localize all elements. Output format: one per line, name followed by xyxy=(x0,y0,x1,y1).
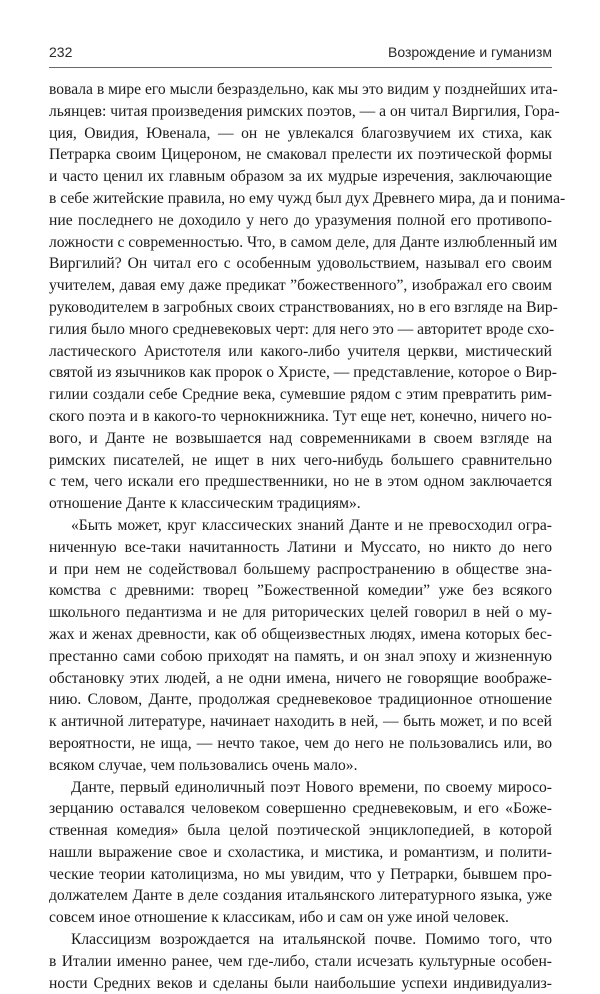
text-line: и часто ценил их главным образом за их мудрые изречения, заключающие xyxy=(49,168,552,186)
text-line: льянцев: читая произведения римских поэтов, — а он читал Виргилия, Гора- xyxy=(49,102,560,120)
text-line: в себе житейские правила, но ему чужд был дух Древнего мира, да и понима- xyxy=(49,189,566,207)
text-line: комства с древними: творец ”Божественной комедии” уже без всякого xyxy=(49,582,552,600)
text-line: гилия было много средневековых черт: для него это — авторитет вроде схо- xyxy=(49,320,555,338)
paragraph xyxy=(49,515,552,777)
text-line: ложности с современностью. Что, в самом деле, для Данте излюбленный им xyxy=(49,233,558,251)
text-line: Классицизм возрождается на итальянской почве. Помимо того, что xyxy=(71,931,552,949)
text-line: ластического Аристотеля или какого-либо учителя церкви, мистический xyxy=(49,342,552,360)
text-line: совсем иное отношение к классикам, ибо и сам он уже иной человек. xyxy=(49,909,509,927)
text-line: в Италии именно ранее, чем где-либо, стали исчезать культурные особен- xyxy=(49,952,552,970)
text-line: вого, и Данте не возвышается над современниками в своем взгляде на xyxy=(49,429,552,447)
section-title: Возрождение и гуманизм xyxy=(387,44,552,60)
paragraph xyxy=(49,777,552,930)
text-line: ниченную все-таки начитанность Латини и Муссато, но никто до него xyxy=(49,538,552,556)
text-line: гилии создали себе Средние века, сумевшие рядом с этим превратить рим- xyxy=(49,386,552,404)
text-line: нию. Словом, Данте, продолжая средневековое традиционное отношение xyxy=(49,691,552,709)
body-text xyxy=(49,79,566,994)
text-line: ческие теории католицизма, но мы увидим, что у Петрарки, бывшем про- xyxy=(49,865,552,883)
text-line: и при нем не содействовал большему распространению в обществе зна- xyxy=(49,560,552,578)
text-line: ственная комедия» была целой поэтической энциклопедией, в которой xyxy=(49,822,552,840)
text-line: должателем Данте в деле создания итальянского литературного языка, уже xyxy=(49,887,552,905)
text-line: руководителем в загробных своих странствованиях, но в его взгляде на Вир- xyxy=(49,298,558,316)
text-line: Данте, первый единоличный поэт Нового времени, по своему миросо- xyxy=(71,778,552,796)
paragraph xyxy=(49,929,552,994)
text-line: нашли выражение свое и схоластика, и мистика, и романтизм, и полити- xyxy=(49,843,552,861)
text-line: святой из язычников как пророк о Христе, — представление, которое о Вир- xyxy=(49,364,557,382)
text-line: вероятности, не ища, — нечто такое, чем до него не пользовались или, во xyxy=(49,734,552,752)
text-line: римских писателей, не ищет в них чего-нибудь большего сравнительно xyxy=(49,451,552,469)
text-line: отношение Данте к классическим традициям». xyxy=(49,495,361,513)
text-line: зерцанию оставался человеком совершенно средневековым, и его «Боже- xyxy=(49,800,552,818)
paragraph xyxy=(49,79,566,515)
text-line: ние последнего не доходило у него до уразумения полной его противопо- xyxy=(49,211,552,229)
running-header xyxy=(49,44,552,66)
text-line: к античной литературе, начинает находить в ней, — быть может, и по всей xyxy=(49,713,552,731)
header-divider xyxy=(49,67,552,68)
text-line: ского поэта и в какого-то чернокнижника. Тут еще нет, конечно, ничего но- xyxy=(49,407,552,425)
text-line: жах и женах древности, как об общеизвестных людях, имена которых бес- xyxy=(49,625,552,643)
text-line: всяком случае, чем пользовались очень мало». xyxy=(49,756,358,774)
text-line: школьного педантизма и не для риторических целей говорил в ней о му- xyxy=(49,604,552,622)
text-line: ция, Овидия, Ювенала, — он не увлекался благозвучием их стиха, как xyxy=(49,124,552,142)
text-line: престанно сами собою приходят на память, и он знал эпоху и жизненную xyxy=(49,647,552,665)
text-line: ности Средних веков и сделаны были наибольшие успехи индивидуализ- xyxy=(49,974,552,992)
text-line: вовала в мире его мысли безраздельно, как мы это видим у позднейших ита- xyxy=(49,81,558,98)
page-number: 232 xyxy=(49,44,73,60)
text-line: с тем, чего искали его предшественники, но не в этом одном заключается xyxy=(49,473,552,491)
text-line: «Быть может, круг классических знаний Данте и не превосходил огра- xyxy=(71,516,552,534)
text-line: учителем, давая ему даже предикат ”божественного”, изображал его своим xyxy=(49,277,552,295)
text-line: обстановку этих людей, а не одни имена, ничего не говорящие воображе- xyxy=(49,669,552,687)
text-line: Виргилий? Он читал его с особенным удовольствием, называл его своим xyxy=(49,255,552,273)
text-line: Петрарка своим Цицероном, не смаковал прелести их поэтической формы xyxy=(49,146,552,164)
